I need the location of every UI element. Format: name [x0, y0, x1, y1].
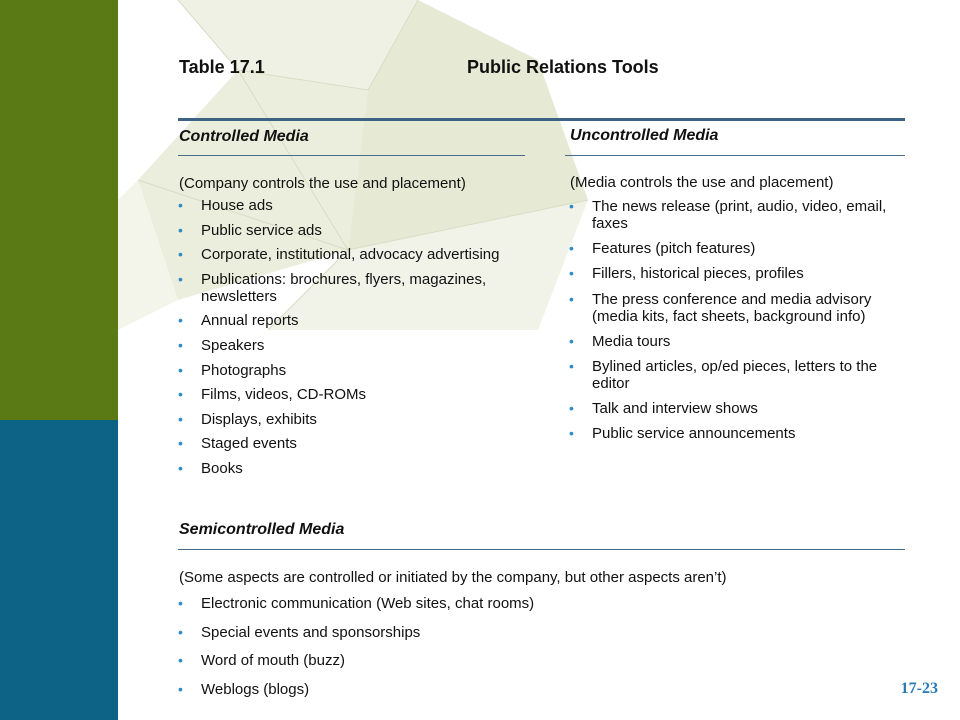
list-item: • Public service announcements: [567, 425, 917, 442]
list-item: • Books: [176, 460, 526, 477]
list-item: • Speakers: [176, 337, 526, 354]
list-item: • Films, videos, CD-ROMs: [176, 386, 526, 403]
controlled-media-intro: (Company controls the use and placement): [179, 175, 466, 192]
semicontrolled-heading-rule: [178, 549, 905, 550]
list-item: • Bylined articles, op/ed pieces, letters to the editor: [567, 358, 917, 392]
list-item: • Special events and sponsorships: [176, 624, 776, 641]
page-number: 17-23: [900, 680, 938, 697]
table-label: Table 17.1: [179, 57, 265, 77]
uncontrolled-media-intro: (Media controls the use and placement): [570, 174, 834, 191]
top-divider: [178, 118, 905, 121]
list-item: • The press conference and media advisory (media kits, fact sheets, background info): [567, 291, 917, 325]
list-item: • Electronic communication (Web sites, chat rooms): [176, 595, 776, 612]
list-item: • House ads: [176, 197, 526, 214]
semicontrolled-media-heading: Semicontrolled Media: [179, 521, 345, 538]
list-item: • Talk and interview shows: [567, 400, 917, 417]
table-title: Public Relations Tools: [467, 57, 659, 77]
list-item: • Staged events: [176, 435, 526, 452]
controlled-media-list: [176, 197, 526, 485]
uncontrolled-media-heading: Uncontrolled Media: [570, 127, 719, 144]
controlled-media-heading: Controlled Media: [179, 128, 309, 145]
controlled-heading-rule: [178, 155, 525, 156]
uncontrolled-media-list: [567, 198, 917, 451]
list-item: • Publications: brochures, flyers, magazines, newsletters: [176, 271, 526, 305]
list-item: • Corporate, institutional, advocacy advertising: [176, 246, 526, 263]
list-item: • Weblogs (blogs): [176, 681, 776, 698]
list-item: • Word of mouth (buzz): [176, 652, 776, 669]
list-item: • Photographs: [176, 362, 526, 379]
uncontrolled-heading-rule: [565, 155, 905, 156]
list-item: • Features (pitch features): [567, 240, 917, 257]
list-item: • Annual reports: [176, 312, 526, 329]
semicontrolled-media-intro: (Some aspects are controlled or initiated by the company, but other aspects aren’t): [179, 569, 727, 586]
list-item: • Fillers, historical pieces, profiles: [567, 265, 917, 282]
list-item: • Displays, exhibits: [176, 411, 526, 428]
semicontrolled-media-list: [176, 595, 776, 709]
list-item: • Public service ads: [176, 222, 526, 239]
list-item: • Media tours: [567, 333, 917, 350]
list-item: • The news release (print, audio, video, email, faxes: [567, 198, 917, 232]
